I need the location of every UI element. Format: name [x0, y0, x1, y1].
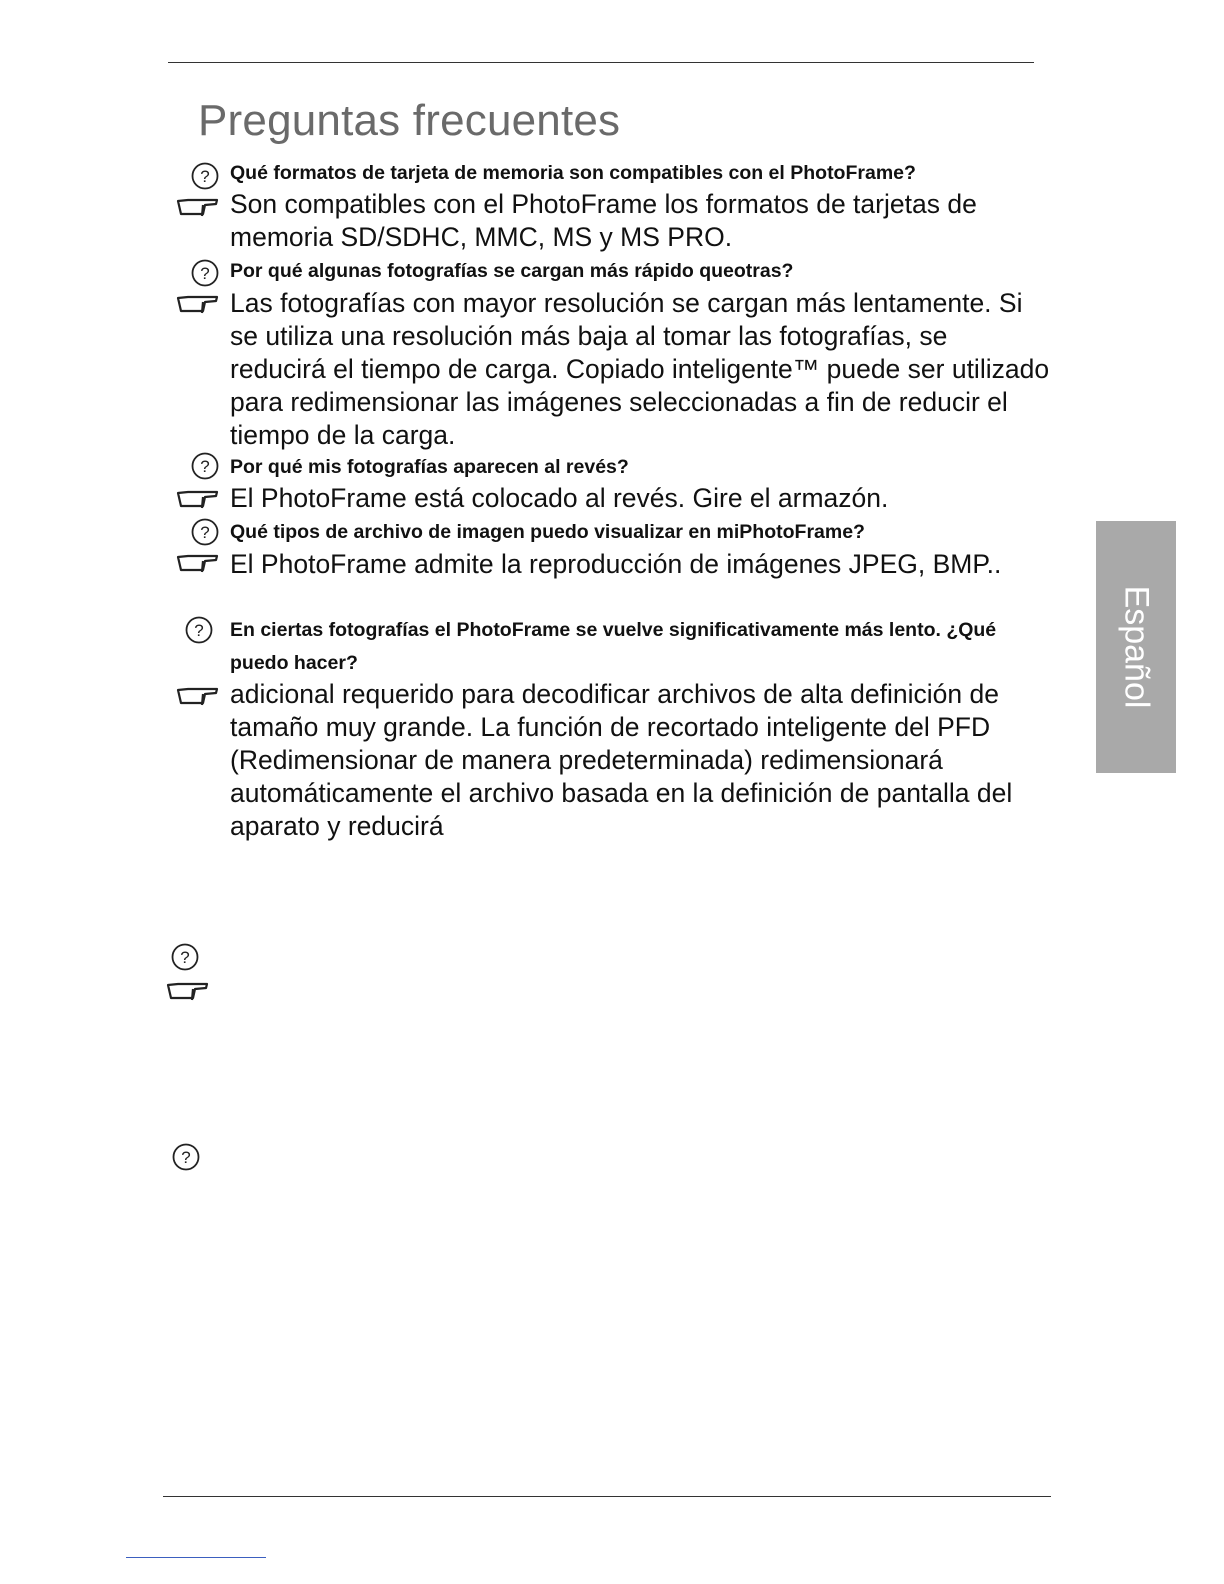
language-tab-label: Español	[1117, 585, 1156, 709]
question-circle-icon	[190, 451, 220, 481]
svg-text:?: ?	[200, 523, 210, 542]
question-circle-icon	[170, 942, 200, 972]
top-rule	[168, 62, 1034, 63]
pointing-hand-icon	[166, 980, 210, 1002]
svg-text:?: ?	[180, 948, 190, 967]
svg-text:?: ?	[181, 1148, 191, 1167]
faq-question-3: Por qué mis fotografías aparecen al revés?	[230, 456, 629, 478]
question-circle-icon	[190, 258, 220, 288]
faq-answer-3: El PhotoFrame está colocado al revés. Gire el armazón.	[230, 483, 889, 513]
language-tab	[1096, 521, 1176, 773]
pointing-hand-icon	[176, 488, 220, 510]
svg-text:?: ?	[194, 621, 204, 640]
question-circle-icon	[190, 517, 220, 547]
pointing-hand-icon	[176, 196, 220, 218]
svg-text:?: ?	[200, 167, 210, 186]
faq-answer-4: El PhotoFrame admite la reproducción de imágenes JPEG, BMP..	[230, 549, 1002, 579]
question-circle-icon	[190, 161, 220, 191]
question-circle-icon	[171, 1142, 201, 1172]
svg-text:?: ?	[200, 264, 210, 283]
pointing-hand-icon	[176, 552, 220, 574]
faq-answer-2: Las fotografías con mayor resolución se cargan más lentamente. Si se utiliza una resolución más baja al tomar las fotografías, se reducirá el tiempo de carga. Copiado inteligente™ puede ser utilizado para redimensionar las imágenes seleccionadas a fin de reducir el tiempo de la carga.	[230, 288, 1050, 450]
faq-answer-5: adicional requerido para decodificar archivos de alta definición de tamaño muy grande. La función de recortado inteligente del PFD (Redimensionar de manera predeterminada) redimensionará automáticamente el archivo basada en la definición de pantalla del aparato y reducirá	[230, 679, 1013, 841]
faq-question-5: En ciertas fotografías el PhotoFrame se vuelve significativamente más lento. ¿Qué puedo hacer?	[230, 619, 997, 674]
bottom-rule	[163, 1496, 1051, 1497]
svg-text:?: ?	[200, 457, 210, 476]
pointing-hand-icon	[176, 685, 220, 707]
faq-question-4: Qué tipos de archivo de imagen puedo visualizar en miPhotoFrame?	[230, 521, 865, 543]
question-circle-icon	[184, 615, 214, 645]
page-title: Preguntas frecuentes	[198, 96, 621, 145]
faq-question-2: Por qué algunas fotografías se cargan más rápido queotras?	[230, 260, 794, 282]
faq-answer-1: Son compatibles con el PhotoFrame los formatos de tarjetas de memoria SD/SDHC, MMC, MS y MS PRO.	[230, 189, 977, 252]
faq-question-1: Qué formatos de tarjeta de memoria son compatibles con el PhotoFrame?	[230, 162, 916, 184]
footer-link-underline	[126, 1557, 266, 1558]
pointing-hand-icon	[176, 293, 220, 315]
